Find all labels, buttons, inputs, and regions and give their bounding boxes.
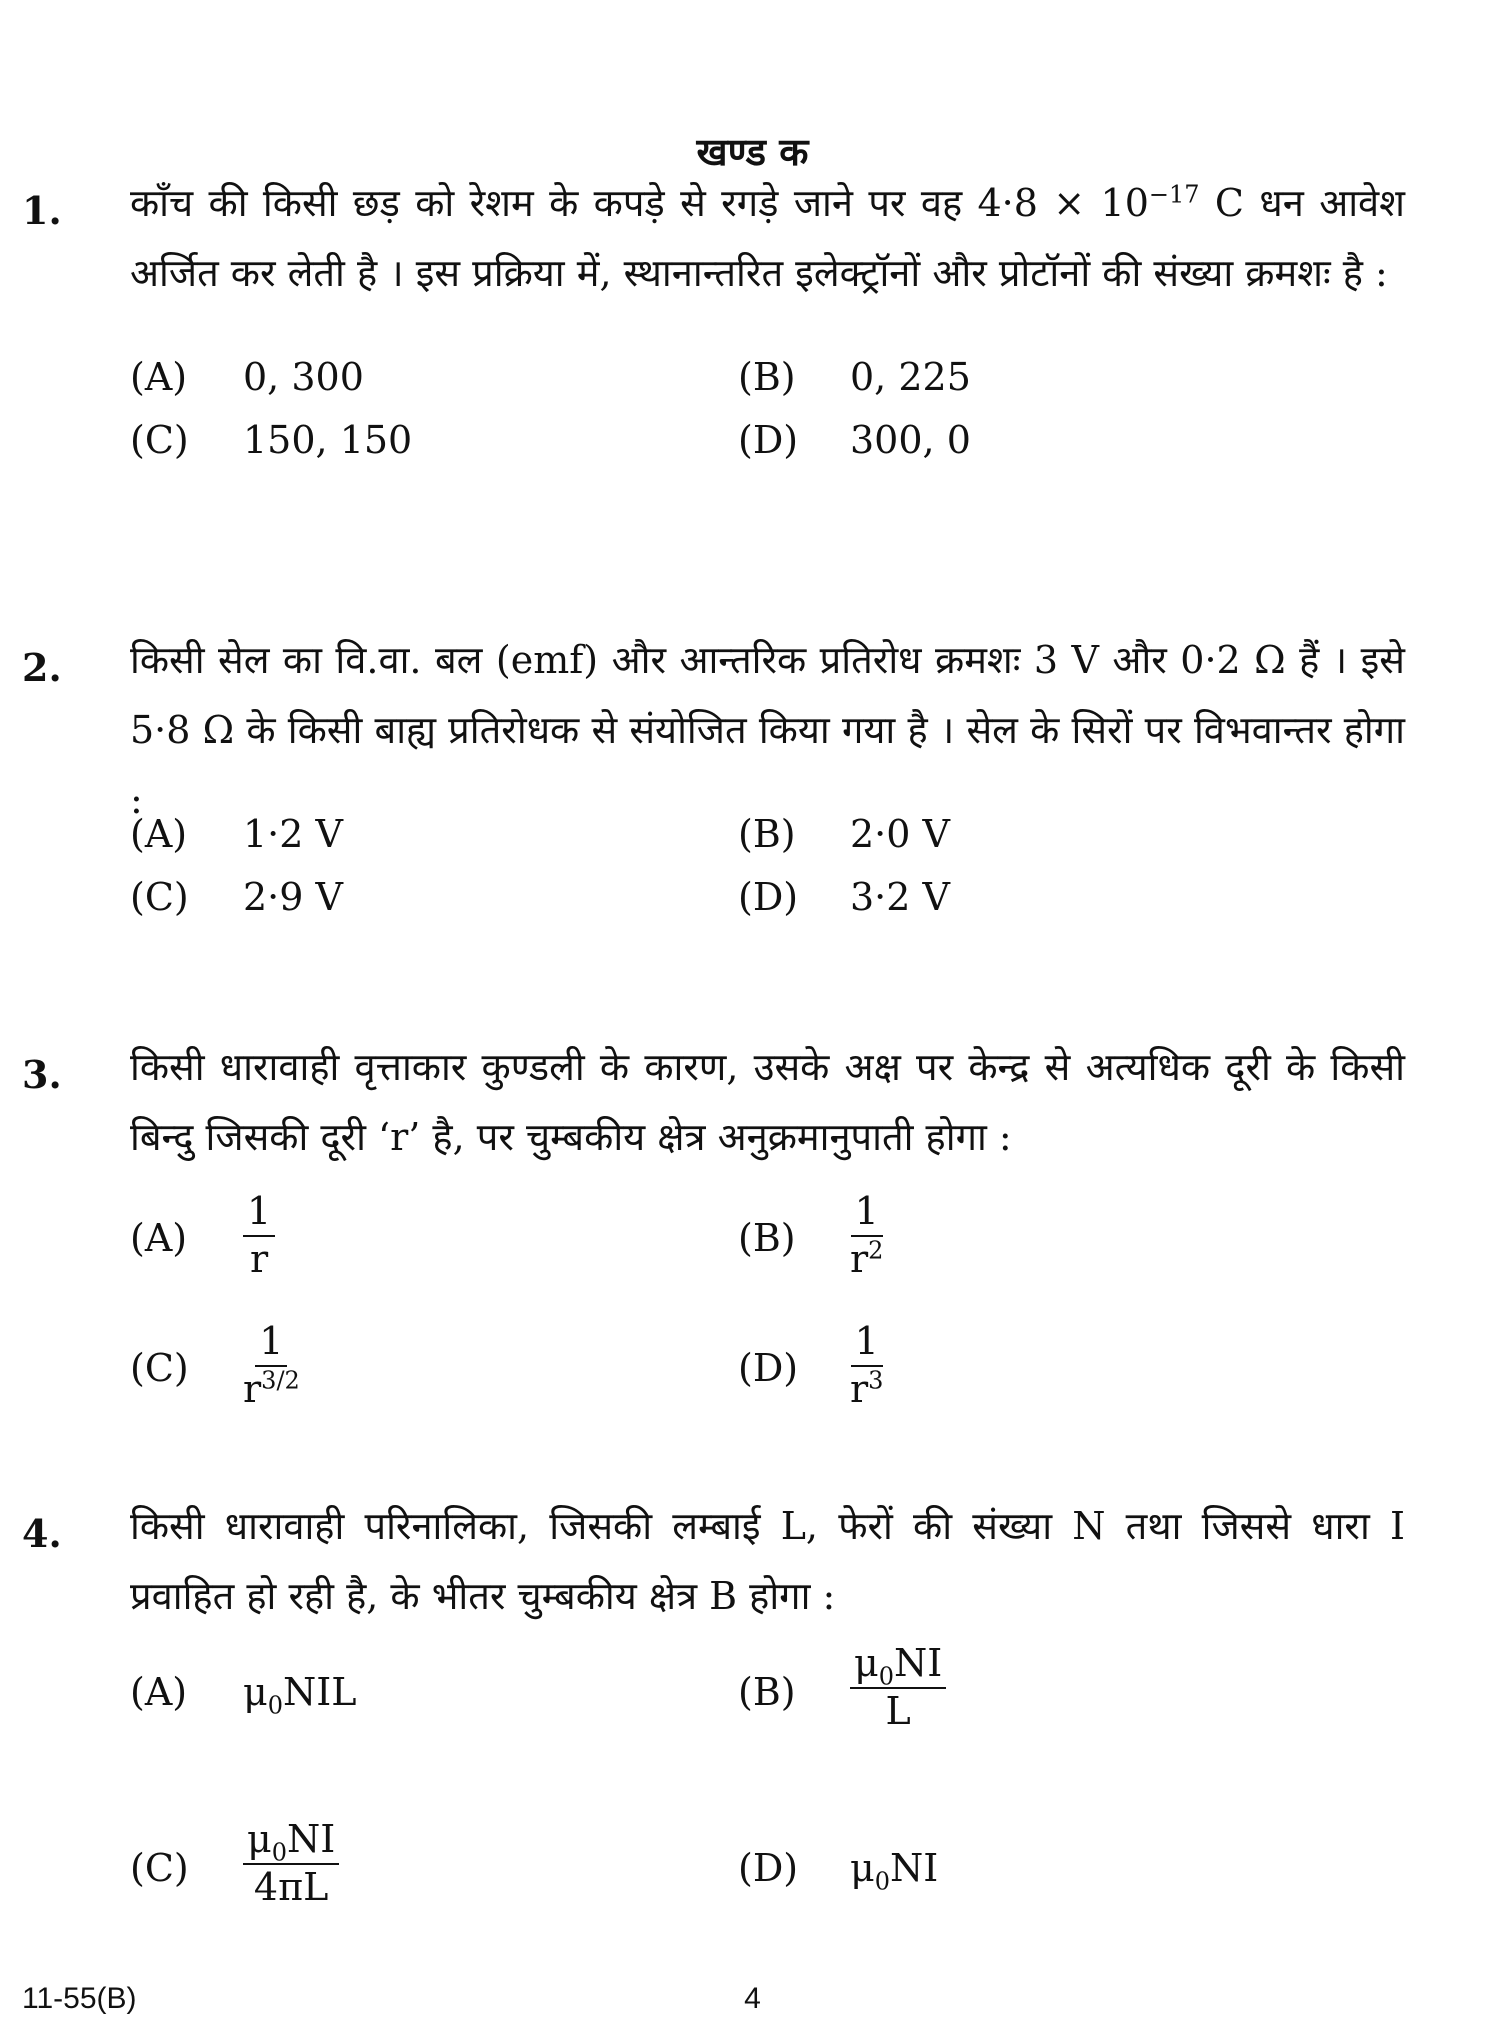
q4-option-c-fraction: $\frac{\mu_0NI}{4\pi L}$ <box>243 1820 339 1908</box>
q1-option-b-value: 0, 225 <box>850 355 971 399</box>
q2-option-d-label: (D) <box>738 875 799 919</box>
q3-option-d-label: (D) <box>738 1346 799 1390</box>
q2-option-c-label: (C) <box>130 875 189 919</box>
question-4-text: किसी धारावाही परिनालिका, जिसकी लम्बाई L, फेरों की संख्या N तथा जिससे धारा I प्रवाहित हो रही है, के भीतर चुम्बकीय क्षेत्र B होगा : <box>130 1504 1405 1618</box>
question-1-text: काँच की किसी छड़ को रेशम के कपड़े से रगड़े जाने पर वह $4\cdot 8 \times 10^{-17}$ C धन आवेश अर्जित कर लेती है । इस प्रक्रिया में, स्थानान्तरित इलेक्ट्रॉनों और प्रोटॉनों की संख्या क्रमशः है : <box>130 180 1406 295</box>
q1-option-c-label: (C) <box>130 418 189 462</box>
q2-option-b-label: (B) <box>738 812 796 856</box>
q1-option-d-value: 300, 0 <box>850 418 971 462</box>
question-3-text: किसी धारावाही वृत्ताकार कुण्डली के कारण, उसके अक्ष पर केन्द्र से अत्यधिक दूरी के किसी बिन्दु जिसकी दूरी ‘r’ है, पर चुम्बकीय क्षेत्र अनुक्रमानुपाती होगा : <box>130 1045 1405 1159</box>
paper-code: 11-55(B) <box>22 1982 137 2015</box>
question-2-text: किसी सेल का वि.वा. बल (emf) और आन्तरिक प्रतिरोध क्रमशः 3 V और 0·2 Ω हैं । इसे 5·8 Ω के किसी बाह्य प्रतिरोधक से संयोजित किया गया है । सेल के सिरों पर विभवान्तर होगा : <box>130 638 1405 822</box>
q3-option-d-fraction: $\frac{1}{r^3}$ <box>850 1319 884 1411</box>
q2-option-b-value: 2·0 V <box>850 812 950 856</box>
q1-option-c-value: 150, 150 <box>243 418 413 462</box>
q4-option-b-fraction: $\frac{\mu_0NI}{L}$ <box>850 1644 946 1732</box>
q4-option-a-label: (A) <box>130 1670 188 1714</box>
q3-option-c-label: (C) <box>130 1346 189 1390</box>
q2-option-d-value: 3·2 V <box>850 875 950 919</box>
q1-option-b-label: (B) <box>738 355 796 399</box>
q4-option-a-value: $\mu_0NIL$ <box>243 1670 357 1720</box>
q3-option-a-label: (A) <box>130 1216 188 1260</box>
q2-option-a-value: 1·2 V <box>243 812 343 856</box>
question-2-number: 2. <box>22 645 62 690</box>
q1-option-a-value: 0, 300 <box>243 355 364 399</box>
q4-option-c-label: (C) <box>130 1846 189 1890</box>
question-4-number: 4. <box>22 1511 62 1556</box>
page-number: 4 <box>744 1982 761 2015</box>
q2-option-c-value: 2·9 V <box>243 875 343 919</box>
q3-option-a-fraction: $\frac{1}{r}$ <box>243 1192 275 1280</box>
q4-option-d-label: (D) <box>738 1846 799 1890</box>
q4-option-b-label: (B) <box>738 1670 796 1714</box>
question-1-number: 1. <box>22 188 62 233</box>
q3-option-c-fraction: $\frac{1}{r^{3/2}}$ <box>243 1319 300 1411</box>
section-title: खण्ड क <box>696 129 809 174</box>
q1-option-a-label: (A) <box>130 355 188 399</box>
q1-option-d-label: (D) <box>738 418 799 462</box>
q3-option-b-fraction: $\frac{1}{r^2}$ <box>850 1189 884 1281</box>
q4-option-d-value: $\mu_0NI$ <box>850 1846 939 1896</box>
q2-option-a-label: (A) <box>130 812 188 856</box>
question-3-number: 3. <box>22 1052 62 1097</box>
q3-option-b-label: (B) <box>738 1216 796 1260</box>
